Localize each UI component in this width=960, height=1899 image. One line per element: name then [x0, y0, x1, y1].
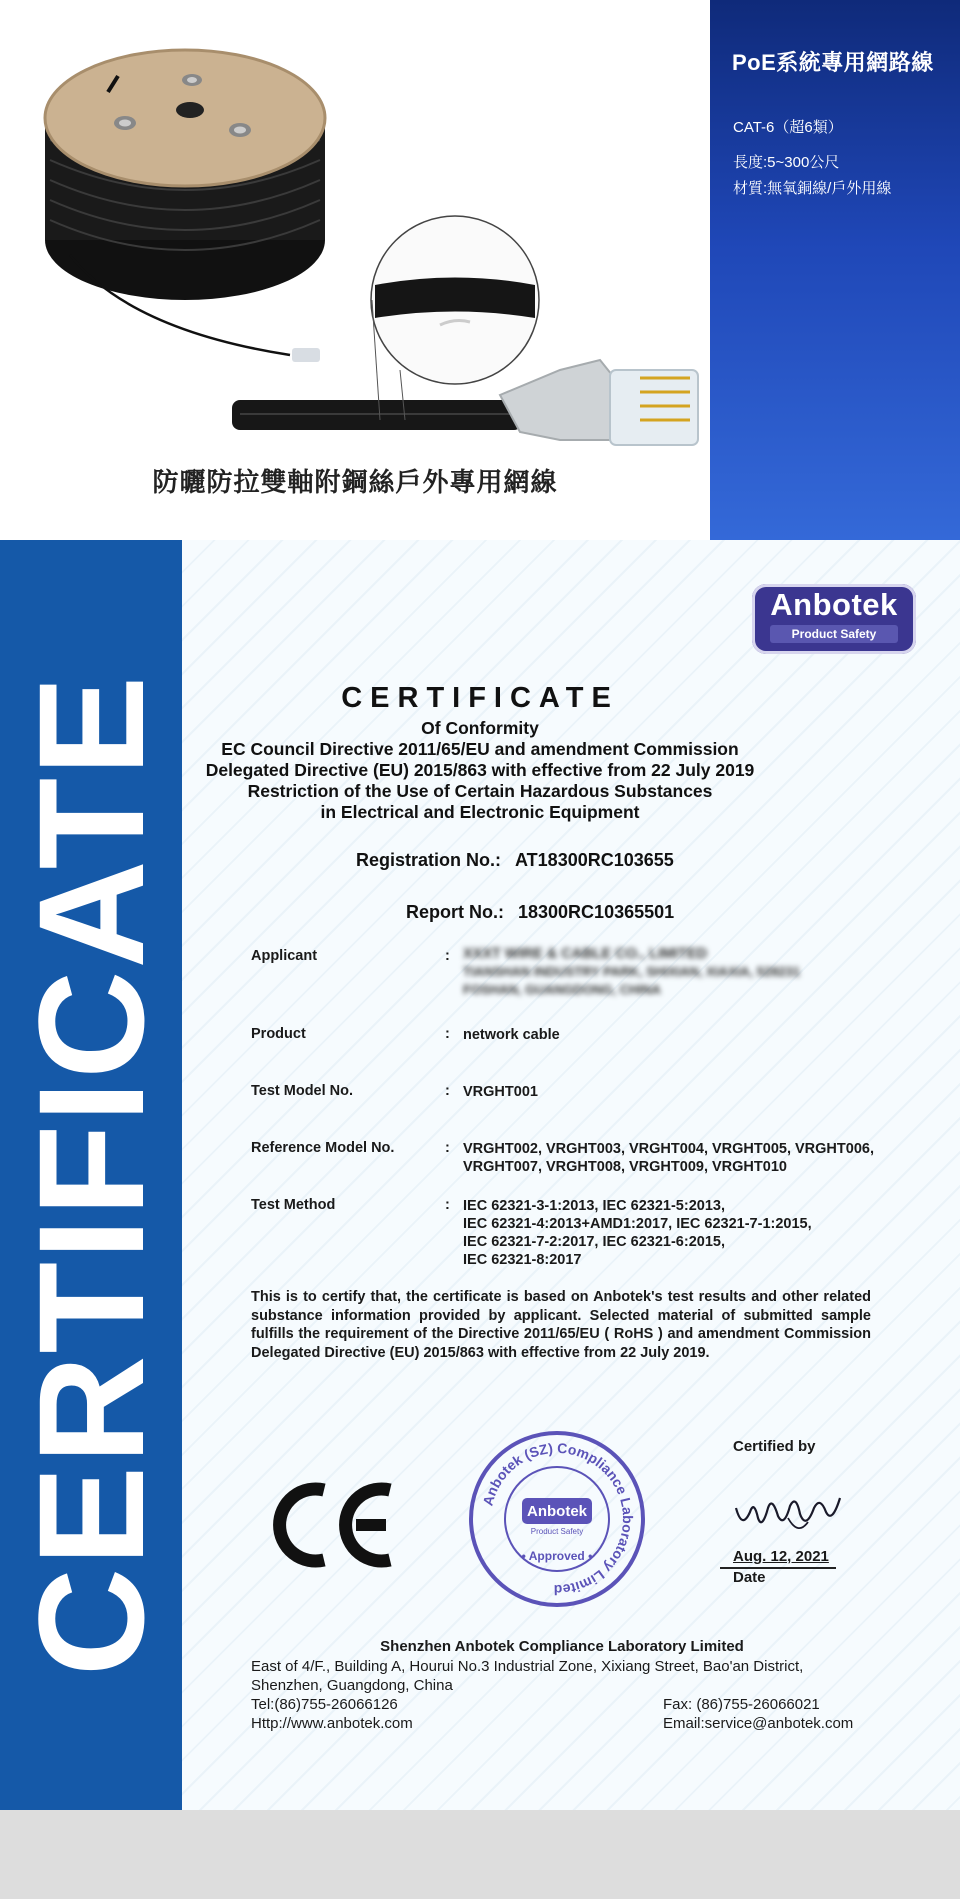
- test-model-value: VRGHT001: [463, 1084, 538, 1100]
- logo-subtitle: Product Safety: [770, 625, 898, 643]
- registration-value: AT18300RC103655: [515, 850, 674, 870]
- reference-model-line-1: VRGHT002, VRGHT003, VRGHT004, VRGHT005, VRGHT006,: [463, 1141, 874, 1157]
- reference-model-line-2: VRGHT007, VRGHT008, VRGHT009, VRGHT010: [463, 1159, 787, 1175]
- stamp-center-text: Anbotek: [527, 1503, 587, 1520]
- directive-line-2: Delegated Directive (EU) 2015/863 with effective from 22 July 2019: [205, 760, 755, 780]
- applicant-name: XXXT WIRE & CABLE CO., LIMITED: [463, 946, 708, 962]
- certificate-subtitle: Of Conformity: [421, 718, 539, 738]
- test-method-colon: :: [445, 1197, 450, 1213]
- test-method-label: Test Method: [251, 1197, 336, 1213]
- product-title: PoE系統專用網路線: [732, 50, 934, 75]
- spec-panel: [710, 0, 960, 540]
- reference-model-label: Reference Model No.: [251, 1140, 395, 1156]
- report-label: Report No.:: [406, 902, 504, 922]
- laboratory-address-2: Shenzhen, Guangdong, China: [251, 1677, 453, 1694]
- directive-line-3: Restriction of the Use of Certain Hazardous Substances: [247, 781, 713, 801]
- applicant-address-2: FOSHAN, GUANGDONG, CHINA: [463, 982, 661, 997]
- test-method-line-3: IEC 62321-7-2:2017, IEC 62321-6:2015,: [463, 1234, 725, 1250]
- laboratory-fax: Fax: (86)755-26066021: [663, 1696, 820, 1713]
- registration-number: [356, 850, 674, 871]
- logo-name: Anbotek: [770, 587, 898, 622]
- product-colon: :: [445, 1026, 450, 1042]
- spec-category: CAT-6（超6類）: [733, 119, 843, 136]
- certificate-section: [0, 540, 960, 1810]
- laboratory-email: Email:service@anbotek.com: [663, 1715, 854, 1732]
- certified-by-label: Certified by: [733, 1438, 816, 1455]
- directive-line-1: EC Council Directive 2011/65/EU and amendment Commission: [221, 739, 739, 759]
- product-caption: 防曬防拉雙軸附鋼絲戶外專用網線: [152, 467, 558, 497]
- stamp-center-sub: Product Safety: [530, 1527, 584, 1536]
- test-method-line-4: IEC 62321-8:2017: [463, 1252, 582, 1268]
- test-method-line-1: IEC 62321-3-1:2013, IEC 62321-5:2013,: [463, 1198, 725, 1214]
- directive-line-4: in Electrical and Electronic Equipment: [320, 802, 640, 822]
- product-photo: [0, 0, 710, 540]
- date-label: Date: [733, 1569, 766, 1586]
- product-banner: [0, 0, 960, 540]
- certification-statement: This is to certify that, the certificate is based on Anbotek's test results and other related substance information provided by applicant. Selected material of submitted sample fulfills the requirement of the Directive 2011/65/EU ( RoHS ) and amendment Commission Delegated Directive (EU) 2015/863 with effective from 22 July 2019.: [251, 1289, 871, 1361]
- test-model-label: Test Model No.: [251, 1083, 354, 1099]
- certificate-date: Aug. 12, 2021: [733, 1548, 829, 1565]
- spec-material: 材質:無氧銅線/戶外用線: [733, 180, 892, 197]
- stamp-ring-text: Anbotek (SZ) Compliance Laboratory Limited: [479, 1439, 637, 1599]
- laboratory-website: Http://www.anbotek.com: [251, 1715, 413, 1732]
- cable-reel-illustration: [0, 0, 710, 540]
- laboratory-address-1: East of 4/F., Building A, Hourui No.3 Industrial Zone, Xixiang Street, Bao'an District,: [251, 1658, 804, 1675]
- product-label: Product: [251, 1026, 306, 1042]
- certificate-vertical-text: CERTIFICATE: [7, 673, 175, 1677]
- applicant-label: Applicant: [251, 948, 318, 964]
- registration-label: Registration No.:: [356, 850, 502, 870]
- laboratory-tel: Tel:(86)755-26066126: [251, 1696, 398, 1713]
- product-value: network cable: [463, 1027, 560, 1043]
- laboratory-name: Shenzhen Anbotek Compliance Laboratory Limited: [380, 1638, 744, 1655]
- test-method-line-2: IEC 62321-4:2013+AMD1:2017, IEC 62321-7-1:2015,: [463, 1216, 812, 1232]
- report-value: 18300RC10365501: [518, 902, 675, 922]
- test-model-colon: :: [445, 1083, 450, 1099]
- reference-model-colon: :: [445, 1140, 450, 1156]
- approval-stamp: [466, 1428, 648, 1610]
- footer-strip: [0, 1810, 960, 1899]
- applicant-colon: :: [445, 948, 450, 964]
- report-number: [406, 902, 674, 923]
- applicant-address-1: TIANSHAN INDUSTRY PARK, SHIXIAN, XIAXIA, 528231: [463, 964, 801, 979]
- certificate-title: CERTIFICATE: [341, 682, 619, 714]
- spec-length: 長度:5~300公尺: [733, 154, 840, 171]
- anbotek-logo: [752, 584, 916, 654]
- ce-mark-icon: [268, 1480, 398, 1570]
- signature-image: [728, 1478, 848, 1538]
- stamp-approved-text: • Approved •: [521, 1549, 593, 1563]
